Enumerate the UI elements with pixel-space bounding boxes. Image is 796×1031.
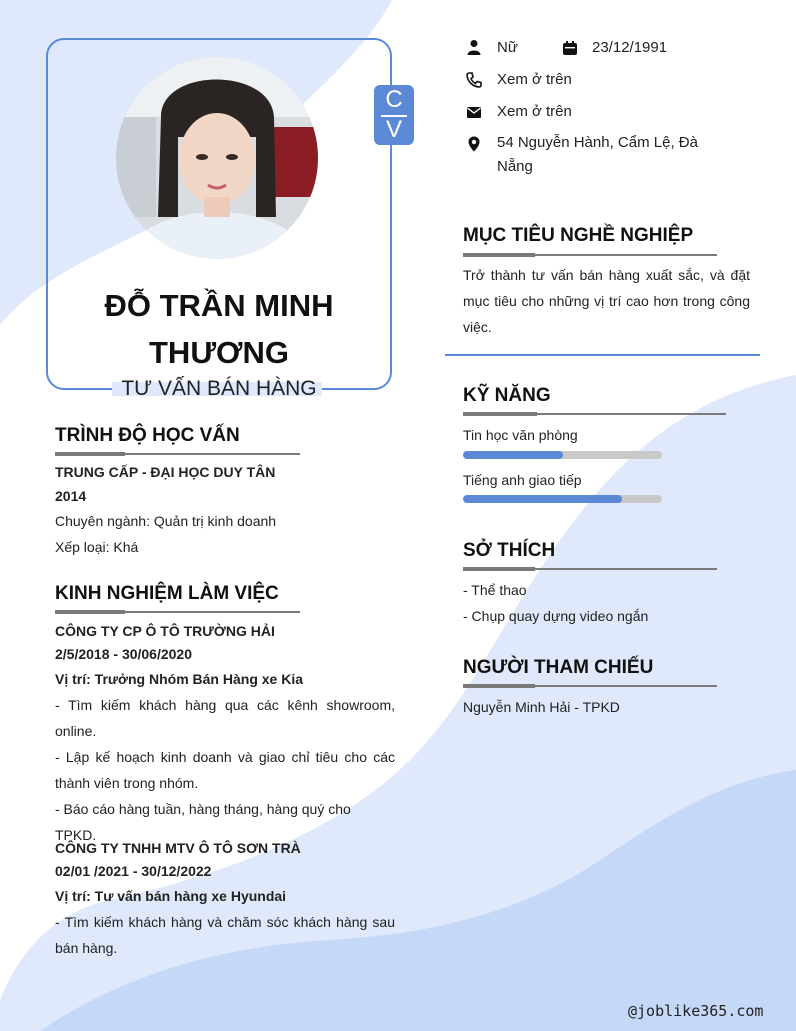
objective-line-3: việc.: [463, 319, 492, 335]
job-1-period: 2/5/2018 - 30/06/2020: [55, 646, 193, 662]
avatar: [116, 57, 318, 259]
education-heading: TRÌNH ĐỘ HỌC VẤN: [55, 425, 240, 446]
cv-badge-v: V: [385, 116, 402, 143]
calendar-icon: [562, 40, 578, 56]
skills-rule: [463, 413, 726, 415]
email-text: Xem ở trên: [497, 103, 572, 120]
objective-line-1: Trở thành tư vấn bán hàng xuất sắc, và đặt: [463, 267, 750, 283]
skill-label-1: Tin học văn phòng: [463, 427, 578, 443]
education-grade: Xếp loại: Khá: [55, 539, 139, 555]
name-line-2: THƯƠNG: [149, 335, 289, 370]
job-1-duty-1-line-1: - Tìm kiếm khách hàng qua các kênh showroom,: [55, 697, 395, 713]
skill-bar-2: [463, 495, 662, 503]
job-1-duty-2-line-2: thành viên trong nhóm.: [55, 775, 199, 791]
skills-heading: KỸ NĂNG: [463, 385, 551, 406]
objective-line-2: mục tiêu cho những vị trí cao hơn trong công: [463, 293, 750, 309]
job-1-company: CÔNG TY CP Ô TÔ TRƯỜNG HẢI: [55, 623, 275, 639]
reference-item: Nguyễn Minh Hải - TPKD: [463, 699, 620, 715]
location-pin-icon: [466, 136, 482, 152]
address-line-1: 54 Nguyễn Hành, Cẩm Lệ, Đà: [497, 134, 698, 151]
job-1-duty-1: [55, 692, 395, 744]
cv-badge-c: C: [385, 86, 403, 113]
experience-heading: KINH NGHIỆM LÀM VIỆC: [55, 583, 279, 604]
references-rule: [463, 685, 717, 687]
person-icon: [466, 39, 482, 55]
job-2-period: 02/01 /2021 - 30/12/2022: [55, 863, 212, 879]
job-title: TƯ VẤN BÁN HÀNG: [121, 377, 317, 400]
job-2-duty-1-line-1: - Tìm kiếm khách hàng và chăm sóc khách hàng sau: [55, 914, 395, 930]
objective-rule: [463, 254, 717, 256]
education-rule: [55, 453, 300, 455]
job-1-duty-2: [55, 744, 395, 796]
footer-watermark: @joblike365.com: [628, 1002, 764, 1020]
education-year: 2014: [55, 488, 87, 504]
job-1-duty-2-line-1: - Lập kế hoạch kinh doanh và giao chỉ tiêu cho các: [55, 749, 395, 765]
references-heading: NGƯỜI THAM CHIẾU: [463, 657, 654, 678]
job-2-position: Vị trí: Tư vấn bán hàng xe Hyundai: [55, 888, 287, 904]
birthday-text: 23/12/1991: [592, 39, 668, 56]
hobbies-rule: [463, 568, 717, 570]
address-text: [497, 131, 737, 179]
job-2-company: CÔNG TY TNHH MTV Ô TÔ SƠN TRÀ: [55, 840, 301, 856]
job-1-position: Vị trí: Trưởng Nhóm Bán Hàng xe Kia: [55, 671, 304, 687]
job-1-duty-1-line-2: online.: [55, 723, 97, 739]
candidate-name: [56, 282, 382, 376]
phone-text: Xem ở trên: [497, 71, 572, 88]
skill-fill-1: [463, 451, 563, 459]
experience-rule: [55, 611, 300, 613]
hobbies-heading: SỞ THÍCH: [463, 540, 556, 561]
cv-badge: [374, 85, 414, 145]
skill-fill-2: [463, 495, 622, 503]
job-2-duty-1: [55, 909, 395, 961]
objective-heading: MỤC TIÊU NGHỀ NGHIỆP: [463, 225, 694, 246]
hobby-item-2: - Chụp quay dựng video ngắn: [463, 608, 649, 624]
objective-text: [463, 262, 750, 340]
education-school: TRUNG CẤP - ĐẠI HỌC DUY TÂN: [55, 464, 276, 480]
job-2-duty-1-line-2: bán hàng.: [55, 940, 118, 956]
gender-text: Nữ: [497, 39, 518, 56]
skill-bar-1: [463, 451, 662, 459]
avatar-portrait: [116, 57, 318, 259]
phone-icon: [466, 72, 482, 88]
section-divider: [445, 354, 760, 356]
address-line-2: Nẵng: [497, 158, 533, 175]
skill-label-2: Tiếng anh giao tiếp: [463, 472, 582, 488]
email-icon: [466, 104, 482, 120]
education-major: Chuyên ngành: Quản trị kinh doanh: [55, 513, 277, 529]
name-line-1: ĐỖ TRẦN MINH: [104, 288, 334, 323]
job-1-duty-3: - Báo cáo hàng tuần, hàng tháng, hàng quý cho TPKD.: [55, 801, 351, 843]
hobby-item-1: - Thể thao: [463, 582, 527, 598]
